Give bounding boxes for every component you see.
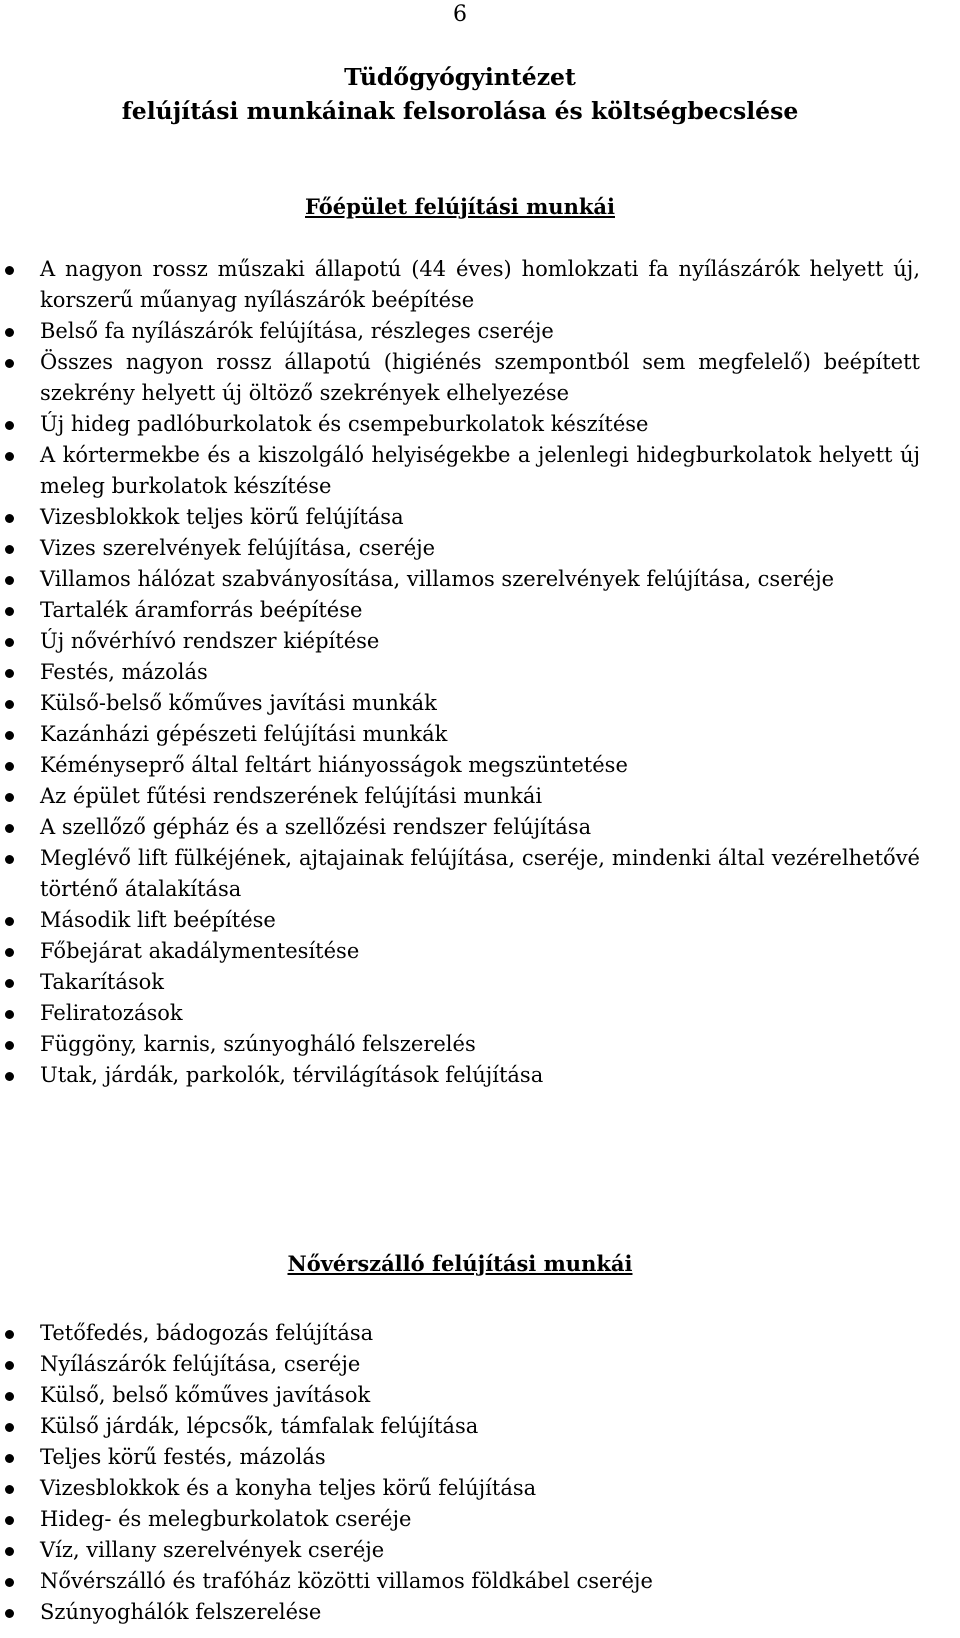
bullet-icon [5,948,14,957]
bullet-icon [5,1578,14,1587]
list-item [0,719,920,750]
bullet-icon [5,1072,14,1081]
list-item [0,533,920,564]
bullet-icon [5,1423,14,1432]
list-item-text: Szúnyoghálók felszerelése [40,1600,322,1624]
bullet-icon [5,1609,14,1618]
main-building-work-list [0,254,920,1091]
bullet-icon [5,1392,14,1401]
list-item [0,316,920,347]
list-item-text: Feliratozások [40,1001,183,1025]
bullet-icon [5,1485,14,1494]
list-item [0,936,920,967]
bullet-icon [5,762,14,771]
list-item [0,1060,920,1091]
list-item [0,998,920,1029]
list-item-text: Hideg- és melegburkolatok cseréje [40,1507,412,1531]
section-heading-nurses-hostel-text: Nővérszálló felújítási munkái [287,1251,633,1276]
bullet-icon [5,545,14,554]
list-item [0,1411,920,1442]
bullet-icon [5,855,14,864]
bullet-icon [5,669,14,678]
bullet-icon [5,700,14,709]
section-heading-main-building [0,193,920,221]
list-item [0,1597,920,1628]
bullet-icon [5,1547,14,1556]
list-item-text: Utak, járdák, parkolók, térvilágítások felújítása [40,1063,544,1087]
list-item-text: Tartalék áramforrás beépítése [40,598,363,622]
bullet-icon [5,421,14,430]
list-item-text: A szellőző gépház és a szellőzési rendszer felújítása [40,815,592,839]
list-item-text: A nagyon rossz műszaki állapotú (44 éves) homlokzati fa nyílászárók helyett új, korszerű műanyag nyílászárók beépítése [40,257,920,312]
bullet-icon [5,638,14,647]
list-item [0,812,920,843]
bullet-icon [5,359,14,368]
list-item [0,347,920,409]
list-item [0,409,920,440]
bullet-icon [5,1041,14,1050]
bullet-icon [5,793,14,802]
list-item-text: Főbejárat akadálymentesítése [40,939,360,963]
list-item-text: Víz, villany szerelvények cseréje [40,1538,385,1562]
list-item [0,657,920,688]
list-item-text: A kórtermekbe és a kiszolgáló helyiségekbe a jelenlegi hidegburkolatok helyett új meleg burkolatok készítése [40,443,920,498]
list-item-text: Tetőfedés, bádogozás felújítása [40,1321,374,1345]
bullet-icon [5,607,14,616]
page-number: 6 [453,2,467,27]
list-item [0,1473,920,1504]
list-item-text: Nővérszálló és trafóház közötti villamos földkábel cseréje [40,1569,653,1593]
bullet-icon [5,452,14,461]
list-item-text: Kéményseprő által feltárt hiányosságok megszüntetése [40,753,628,777]
list-item-text: Vizesblokkok teljes körű felújítása [40,505,404,529]
list-item [0,967,920,998]
list-item-text: Takarítások [40,970,165,994]
list-item [0,905,920,936]
list-item [0,843,920,905]
list-item [0,626,920,657]
list-item-text: Festés, mázolás [40,660,208,684]
bullet-icon [5,1516,14,1525]
list-item [0,564,920,595]
bullet-icon [5,1454,14,1463]
list-item [0,1442,920,1473]
list-item-text: Összes nagyon rossz állapotú (higiénés szempontból sem megfelelő) beépített szekrény helyett új öltöző szekrények elhelyezése [40,350,920,405]
list-item [0,750,920,781]
section-heading-nurses-hostel [0,1250,920,1278]
bullet-icon [5,514,14,523]
list-item [0,1318,920,1349]
list-item [0,1349,920,1380]
list-item-text: Teljes körű festés, mázolás [40,1445,326,1469]
list-item-text: Új hideg padlóburkolatok és csempeburkolatok készítése [40,412,649,436]
list-item-text: Az épület fűtési rendszerének felújítási munkái [40,784,543,808]
list-item [0,595,920,626]
list-item [0,254,920,316]
bullet-icon [5,731,14,740]
list-item [0,1380,920,1411]
list-item-text: Meglévő lift fülkéjének, ajtajainak felújítása, cseréje, mindenki által vezérelhetővé történő átalakítása [40,846,920,901]
list-item [0,502,920,533]
bullet-icon [5,1330,14,1339]
bullet-icon [5,1010,14,1019]
bullet-icon [5,328,14,337]
list-item [0,1535,920,1566]
bullet-icon [5,824,14,833]
bullet-icon [5,576,14,585]
list-item-text: Külső járdák, lépcsők, támfalak felújítása [40,1414,479,1438]
list-item-text: Kazánházi gépészeti felújítási munkák [40,722,448,746]
section-heading-main-building-text: Főépület felújítási munkái [305,194,615,219]
document-title-line-2: felújítási munkáinak felsorolása és költségbecslése [121,97,799,125]
list-item-text: Külső-belső kőműves javítási munkák [40,691,437,715]
list-item-text: Vizesblokkok és a konyha teljes körű felújítása [40,1476,537,1500]
list-item-text: Villamos hálózat szabványosítása, villamos szerelvények felújítása, cseréje [40,567,835,591]
list-item [0,781,920,812]
list-item-text: Belső fa nyílászárók felújítása, részleges cseréje [40,319,554,343]
nurses-hostel-work-list [0,1318,920,1628]
list-item [0,440,920,502]
bullet-icon [5,1361,14,1370]
list-item-text: Második lift beépítése [40,908,276,932]
list-item [0,688,920,719]
list-item-text: Nyílászárók felújítása, cseréje [40,1352,361,1376]
list-item-text: Külső, belső kőműves javítások [40,1383,371,1407]
list-item-text: Függöny, karnis, szúnyogháló felszerelés [40,1032,476,1056]
list-item-text: Vizes szerelvények felújítása, cseréje [40,536,436,560]
bullet-icon [5,979,14,988]
list-item [0,1566,920,1597]
list-item [0,1504,920,1535]
bullet-icon [5,266,14,275]
bullet-icon [5,917,14,926]
document-title-line-1: Tüdőgyógyintézet [344,63,576,91]
list-item-text: Új nővérhívó rendszer kiépítése [40,629,380,653]
list-item [0,1029,920,1060]
